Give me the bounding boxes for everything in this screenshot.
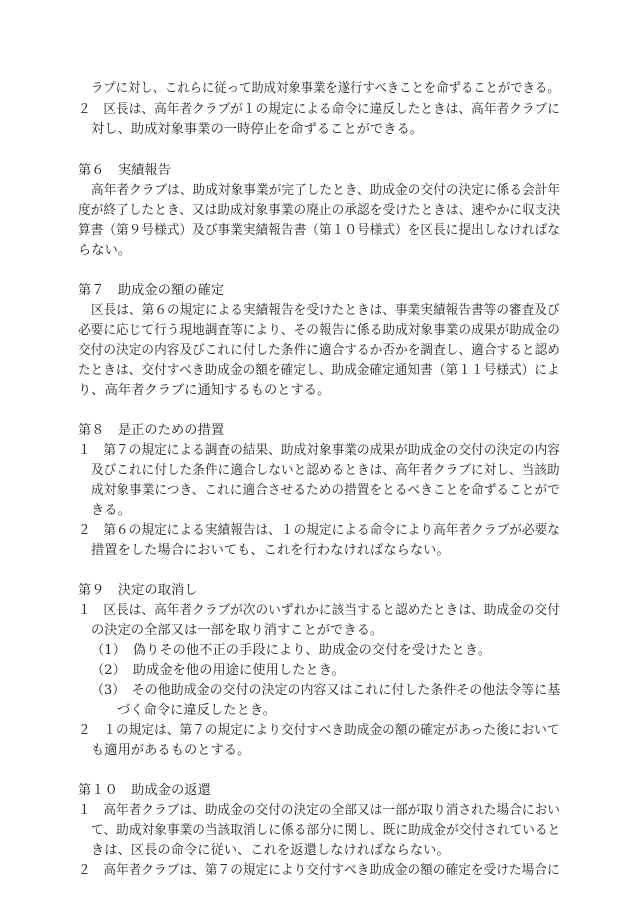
- text-line: ラプに対し、これらに従って助成対象事業を遂行すべきことを命ずることができる。: [91, 81, 560, 96]
- text-line: ２ 第６の規定による実績報告は、１の規定による命令により高年者クラブが必要な: [78, 523, 560, 538]
- text-line: 度が終了したとき、又は助成対象事業の廃止の承認を受けたときは、速やかに収支決: [78, 203, 561, 218]
- list-item: （1） 偽りその他不正の手段により、助成金の交付を受けたとき。: [91, 643, 491, 658]
- section-heading: 第９ 決定の取消し: [78, 583, 198, 598]
- section-heading: 第６ 実績報告: [78, 163, 172, 178]
- text-line: て、助成対象事業の当該取消しに係る部分に関し、既に助成金が交付されていると: [91, 823, 561, 838]
- text-line: 成対象事業につき、これに適合させるための措置をとるべきことを命ずることがで: [91, 483, 560, 498]
- text-line: 必要に応じて行う現地調査等により、その報告に係る助成対象事業の成果が助成金の: [78, 323, 560, 338]
- text-line: 措置をした場合においても、これを行わなければならない。: [91, 543, 450, 558]
- section-heading: 第７ 助成金の額の確定: [78, 283, 225, 298]
- text-line: の決定の全部又は一部を取り消すことができる。: [91, 623, 384, 638]
- text-line: １ 高年者クラブは、助成金の交付の決定の全部又は一部が取り消された場合におい: [78, 803, 560, 818]
- section-heading: 第８ 是正のための措置: [78, 423, 225, 438]
- text-line: 高年者クラブは、助成対象事業が完了したとき、助成金の交付の決定に係る会計年: [91, 183, 561, 198]
- text-line: 対し、助成対象事業の一時停止を命ずることができる。: [91, 122, 424, 137]
- text-line: 及びこれに付した条件に適合しないと認めるときは、高年者クラブに対し、当該助: [91, 463, 560, 478]
- text-line: 区長は、第６の規定による実績報告を受けたときは、事業実績報告書等の審査及び: [91, 303, 560, 318]
- text-line: １ 第７の規定による調査の結果、助成対象事業の成果が助成金の交付の決定の内容: [78, 443, 560, 458]
- text-line: ２ 高年者クラブは、第７の規定により交付すべき助成金の額の確定を受けた場合に: [78, 863, 560, 878]
- text-line: 交付の決定の内容及びこれに付した条件に適合するか否かを調査し、適合すると認め: [78, 343, 560, 358]
- list-item: （2） 助成金を他の用途に使用したとき。: [91, 663, 345, 678]
- text-line: り、高年者クラブに通知するものとする。: [78, 383, 331, 398]
- text-line: １ 区長は、高年者クラブが次のいずれかに該当すると認めたときは、助成金の交付: [78, 603, 560, 618]
- list-item: （3） その他助成金の交付の決定の内容又はこれに付した条件その他法令等に基: [91, 683, 561, 698]
- text-line: 算書（第９号様式）及び事業実績報告書（第１０号様式）を区長に提出しなければな: [78, 223, 560, 238]
- text-line: きは、区長の命令に従い、これを返還しなければならない。: [91, 843, 450, 858]
- text-line: たときは、交付すべき助成金の額を確定し、助成金確定通知書（第１１号様式）によ: [78, 363, 560, 378]
- text-line: きる。: [91, 503, 131, 518]
- text-line: ２ １の規定は、第７の規定により交付すべき助成金の額の確定があった後において: [78, 723, 560, 738]
- section-heading: 第１０ 助成金の返還: [78, 783, 211, 798]
- text-line: づく命令に違反したとき。: [117, 703, 276, 718]
- text-line: らない。: [78, 243, 132, 258]
- text-line: ２ 区長は、高年者クラブが１の規定による命令に違反したときは、高年者クラブに: [78, 102, 560, 117]
- text-line: も適用があるものとする。: [91, 743, 251, 758]
